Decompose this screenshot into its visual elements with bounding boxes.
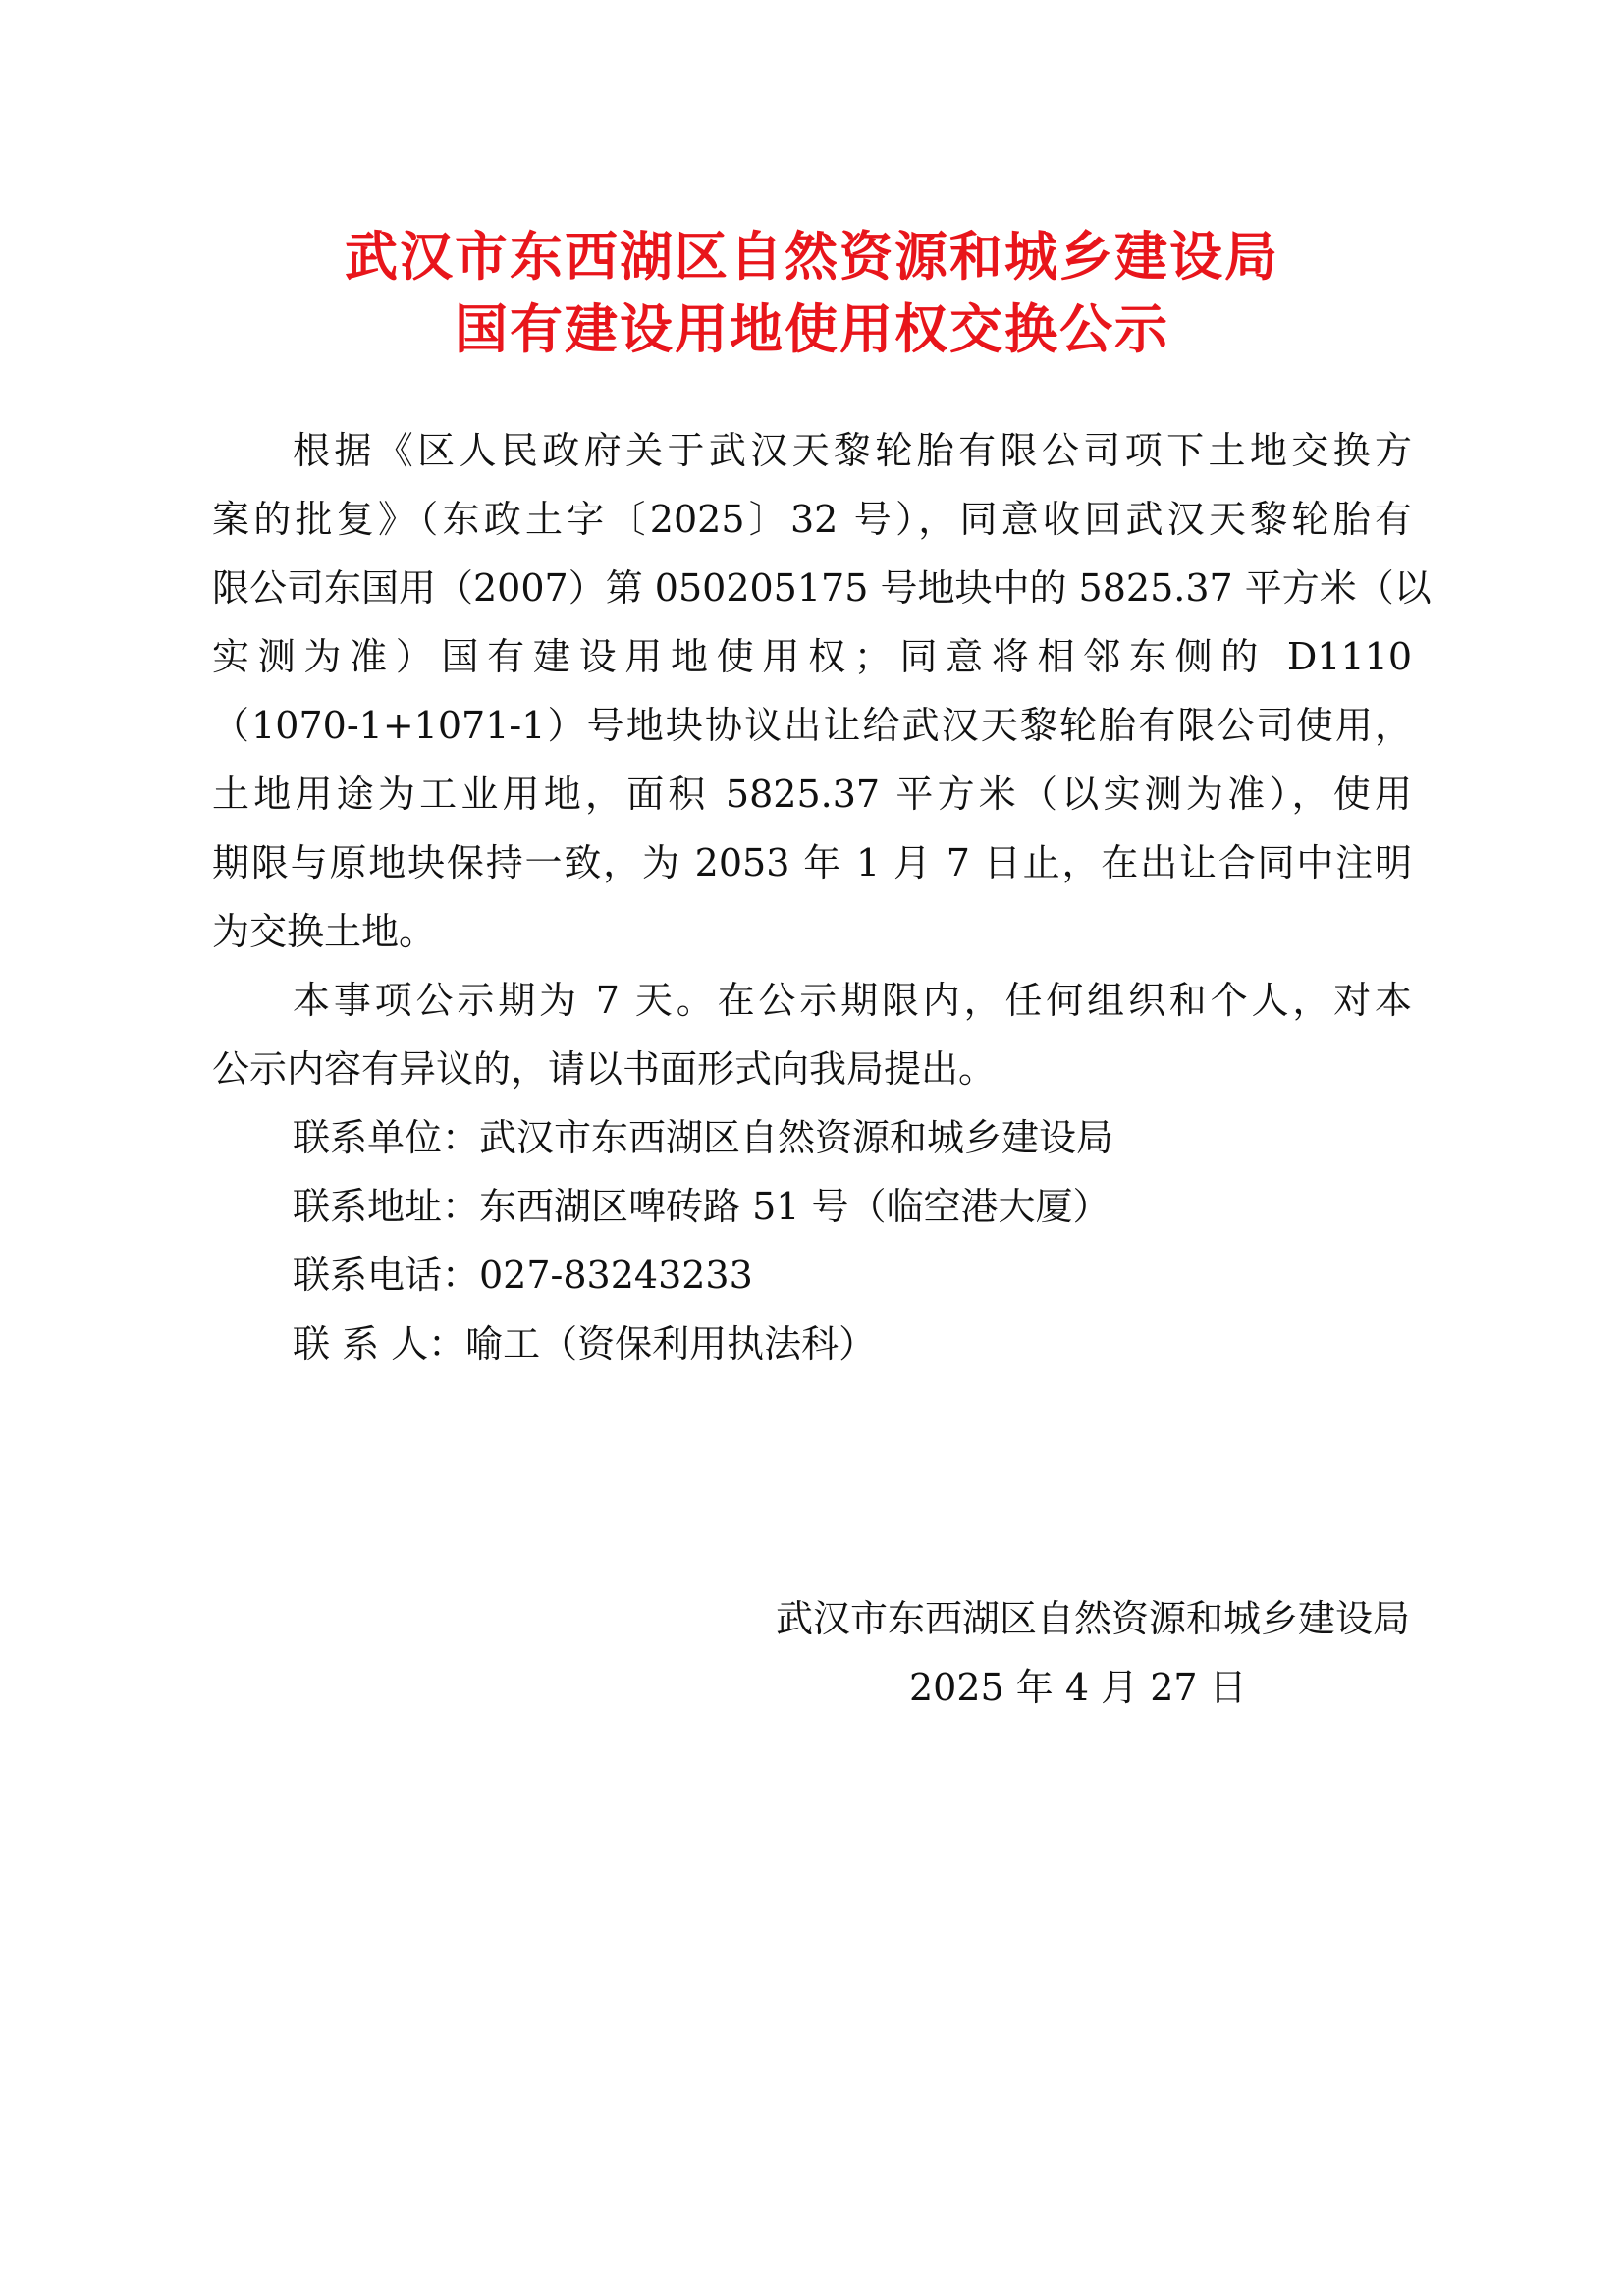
issuer-signature: 武汉市东西湖区自然资源和城乡建设局 <box>775 1597 1410 1640</box>
paragraph-line: 期限与原地块保持一致，为 2053 年 1 月 7 日止，在出让合同中注明 <box>212 841 1412 884</box>
paragraph-line: 为交换土地。 <box>212 910 437 953</box>
contact-phone: 联系电话：027-83243233 <box>293 1254 753 1297</box>
contact-unit: 联系单位：武汉市东西湖区自然资源和城乡建设局 <box>293 1116 1114 1159</box>
paragraph-line: 案的批复》（东政土字〔2025〕32 号），同意收回武汉天黎轮胎有 <box>212 498 1412 541</box>
paragraph-line: （1070-1+1071-1）号地块协议出让给武汉天黎轮胎有限公司使用， <box>212 704 1412 747</box>
issue-date: 2025 年 4 月 27 日 <box>909 1666 1247 1709</box>
paragraph-approval <box>212 416 1432 966</box>
paragraph-line: 公示内容有异议的，请以书面形式向我局提出。 <box>212 1047 997 1091</box>
contact-address: 联系地址：东西湖区啤砖路 51 号（临空港大厦） <box>293 1185 1110 1228</box>
title-line-2: 国有建设用地使用权交换公示 <box>455 298 1169 360</box>
title-line-1: 武汉市东西湖区自然资源和城乡建设局 <box>345 226 1279 288</box>
paragraph-line: 根据《区人民政府关于武汉天黎轮胎有限公司项下土地交换方 <box>293 429 1412 472</box>
paragraph-notice-period <box>212 966 1412 1103</box>
paragraph-line: 土地用途为工业用地，面积 5825.37 平方米（以实测为准），使用 <box>212 773 1412 816</box>
contact-person: 联 系 人：喻工（资保利用执法科） <box>293 1322 877 1365</box>
paragraph-line: 实测为准）国有建设用地使用权；同意将相邻东侧的 D1110 <box>212 635 1412 678</box>
paragraph-line: 限公司东国用（2007）第 050205175 号地块中的 5825.37 平方米（以 <box>212 566 1432 610</box>
paragraph-line: 本事项公示期为 7 天。在公示期限内，任何组织和个人，对本 <box>293 979 1412 1022</box>
contact-block <box>212 1103 1412 1378</box>
